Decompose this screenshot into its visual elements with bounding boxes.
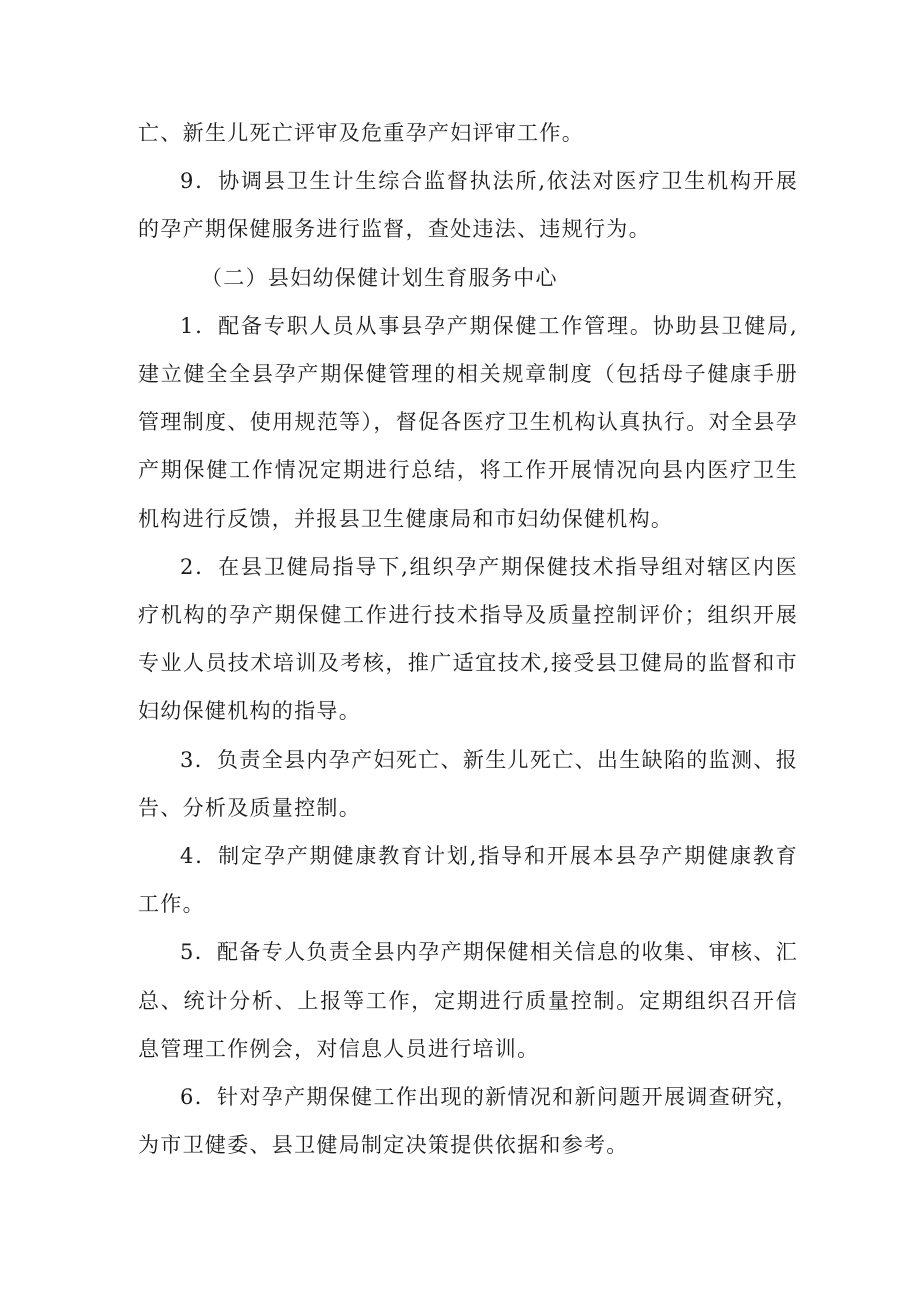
- paragraph-item-2: 2．在县卫健局指导下,组织孕产期保健技术指导组对辖区内医疗机构的孕产期保健工作进行技术指导及质量控制评价；组织开展专业人员技术培训及考核，推广适宜技术,接受县卫健局的监督和市妇幼保健机构的指导。: [138, 554, 798, 724]
- paragraph-item-4: 4．制定孕产期健康教育计划,指导和开展本县孕产期健康教育工作。: [138, 844, 798, 917]
- paragraph-item-6: 6．针对孕产期保健工作出现的新情况和新问题开展调查研究，为市卫健委、县卫健局制定决策提供依据和参考。: [138, 1085, 798, 1158]
- paragraph-continuation: 亡、新生儿死亡评审及危重孕产妇评审工作。: [138, 121, 584, 145]
- paragraph-item-9: 9．协调县卫生计生综合监督执法所,依法对医疗卫生机构开展的孕产期保健服务进行监督，查处违法、违规行为。: [138, 169, 798, 242]
- paragraph-item-5: 5．配备专人负责全县内孕产期保健相关信息的收集、审核、汇总、统计分析、上报等工作，定期进行质量控制。定期组织召开信息管理工作例会，对信息人员进行培训。: [138, 940, 798, 1061]
- paragraph-item-1: 1．配备专职人员从事县孕产期保健工作管理。协助县卫健局,建立健全全县孕产期保健管理的相关规章制度（包括母子健康手册管理制度、使用规范等），督促各医疗卫生机构认真执行。对全县孕产期保健工作情况定期进行总结，将工作开展情况向县内医疗卫生机构进行反馈，并报县卫生健康局和市妇幼保健机构。: [138, 313, 798, 531]
- document-body: [138, 109, 798, 1169]
- section-heading: （二）县妇幼保健计划生育服务中心: [201, 265, 558, 290]
- paragraph-item-3: 3．负责全县内孕产妇死亡、新生儿死亡、出生缺陷的监测、报告、分析及质量控制。: [138, 747, 798, 820]
